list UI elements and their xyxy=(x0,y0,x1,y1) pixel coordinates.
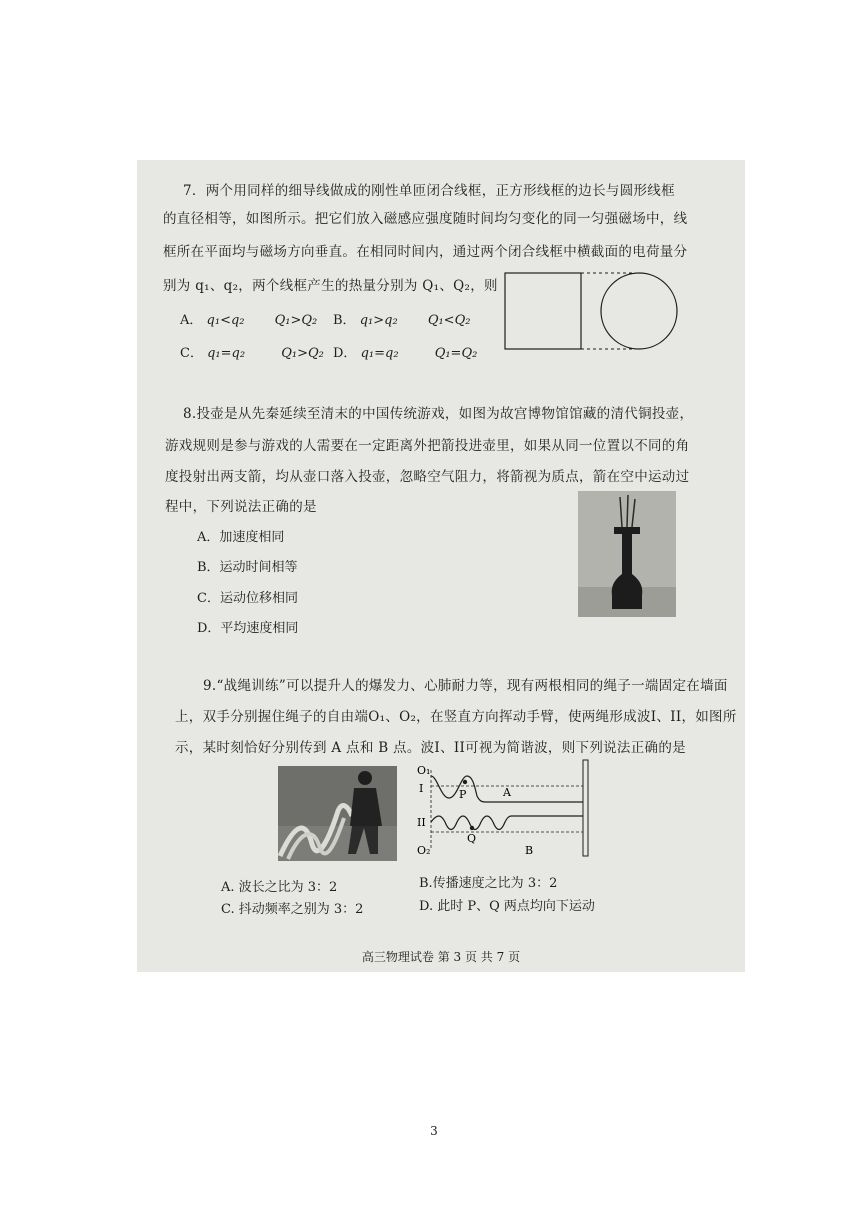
q9-line-2: 上，双手分别握住绳子的自由端O₁、O₂，在竖直方向挥动手臂，使两绳形成波I、II，如图所 xyxy=(175,709,737,725)
battle-rope-training-photo xyxy=(278,766,397,861)
q8-line-3: 度投射出两支箭，均从壶口落入投壶，忽略空气阻力，将箭视为质点，箭在空中运动过 xyxy=(165,469,690,485)
q7-line-1: 7．两个用同样的细导线做成的刚性单匝闭合线框，正方形线框的边长与圆形线框 xyxy=(183,183,675,199)
q8-option-b: B．运动时间相等 xyxy=(197,560,298,575)
q8-option-a: A．加速度相同 xyxy=(197,530,285,545)
label-wave-1: I xyxy=(419,782,424,795)
page-footer: 高三物理试卷 第 3 页 共 7 页 xyxy=(361,950,521,964)
q7-option-b: B． q₁>q₂ Q₁<Q₂ xyxy=(333,313,471,328)
q8-option-d: D．平均速度相同 xyxy=(197,621,299,636)
scanned-exam-page xyxy=(137,160,745,972)
circle-loop xyxy=(601,273,677,349)
q8-line-1: 8.投壶是从先秦延续至清末的中国传统游戏，如图为故宫博物馆馆藏的清代铜投壶， xyxy=(183,406,694,422)
q8-line-2: 游戏规则是参与游戏的人需要在一定距离外把箭投进壶里，如果从同一位置以不同的角 xyxy=(165,438,690,454)
point-q xyxy=(470,826,474,830)
label-b: B xyxy=(525,844,534,857)
wave-2 xyxy=(431,816,583,830)
q9-line-3: 示，某时刻恰好分别传到 A 点和 B 点。波I、II可视为简谐波，则下列说法正确的是 xyxy=(175,740,686,756)
q7-option-d: D． q₁=q₂ Q₁=Q₂ xyxy=(333,346,478,361)
label-q: Q xyxy=(467,832,477,845)
q9-option-d: D. 此时 P、Q 两点均向下运动 xyxy=(419,899,595,914)
square-and-circle-loop-figure xyxy=(503,270,683,352)
label-a: A xyxy=(503,786,511,799)
page-number: 3 xyxy=(430,1124,438,1138)
wall xyxy=(583,760,588,856)
q9-option-a: A. 波长之比为 3：2 xyxy=(221,880,338,895)
q8-option-c: C．运动位移相同 xyxy=(197,591,298,606)
label-wave-2: II xyxy=(417,816,426,829)
label-o1: O₁ xyxy=(417,764,431,777)
q7-line-3: 框所在平面均与磁场方向垂直。在相同时间内，通过两个闭合线框中横截面的电荷量分 xyxy=(163,244,688,260)
label-p: P xyxy=(459,788,467,801)
q8-line-4: 程中，下列说法正确的是 xyxy=(165,499,317,515)
q9-option-b: B.传播速度之比为 3：2 xyxy=(419,876,558,891)
q7-line-2: 的直径相等，如图所示。把它们放入磁感应强度随时间均匀变化的同一匀强磁场中，线 xyxy=(163,211,688,227)
q9-line-1: 9.“战绳训练”可以提升人的爆发力、心肺耐力等，现有两根相同的绳子一端固定在墙面 xyxy=(203,678,728,694)
square-loop xyxy=(505,273,581,349)
wave-diagram xyxy=(415,756,593,866)
q7-line-4: 别为 q₁、q₂，两个线框产生的热量分别为 Q₁、Q₂，则 xyxy=(163,278,498,294)
q9-option-c: C. 抖动频率之别为 3：2 xyxy=(221,902,364,917)
point-p xyxy=(463,780,467,784)
q7-option-a: A． q₁<q₂ Q₁>Q₂ xyxy=(180,313,318,328)
label-o2: O₂ xyxy=(417,844,431,857)
q7-option-c: C． q₁=q₂ Q₁>Q₂ xyxy=(180,346,324,361)
touhu-pot-photo xyxy=(578,491,676,617)
